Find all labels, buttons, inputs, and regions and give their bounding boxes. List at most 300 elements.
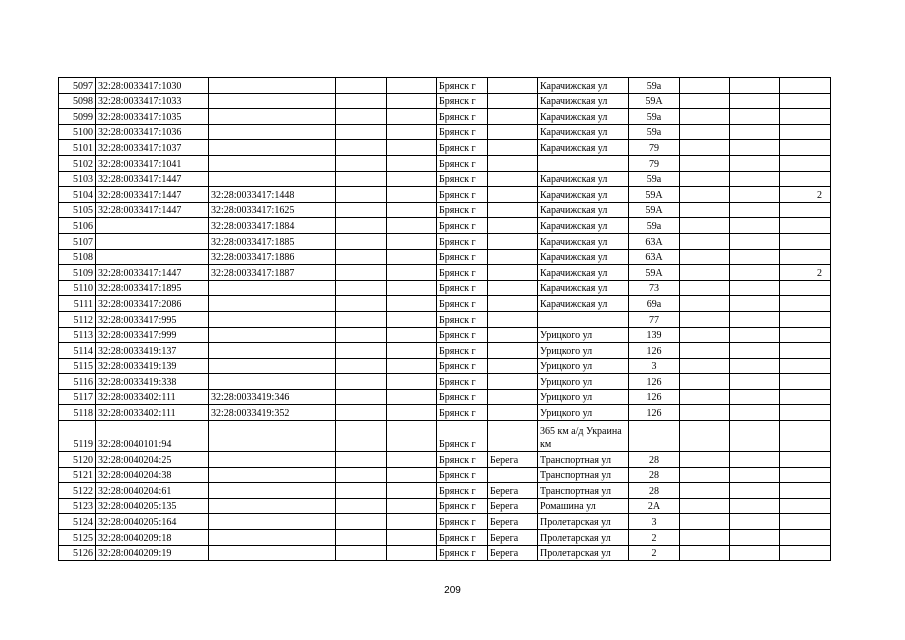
empty-cell (336, 249, 387, 265)
count-cell: 2 (780, 265, 831, 281)
row-number-cell: 5121 (59, 467, 96, 483)
object-cadastral-number-cell: 32:28:0033417:1625 (209, 202, 336, 218)
cadastral-number-cell: 32:28:0040204:61 (96, 483, 209, 499)
city-cell: Брянск г (437, 514, 488, 530)
empty-cell (680, 140, 730, 156)
row-number-cell: 5113 (59, 327, 96, 343)
cadastral-number-cell: 32:28:0033417:1035 (96, 109, 209, 125)
house-cell: 59А (629, 187, 680, 203)
empty-cell (680, 124, 730, 140)
city-cell: Брянск г (437, 140, 488, 156)
empty-cell (387, 296, 437, 312)
empty-cell (336, 202, 387, 218)
object-cadastral-number-cell (209, 483, 336, 499)
empty-cell (680, 498, 730, 514)
table-row (59, 545, 831, 561)
cadastral-number-cell: 32:28:0040209:18 (96, 530, 209, 546)
house-cell: 59а (629, 124, 680, 140)
row-number-cell: 5100 (59, 124, 96, 140)
empty-cell (387, 514, 437, 530)
cadastral-number-cell: 32:28:0040205:164 (96, 514, 209, 530)
house-cell: 73 (629, 280, 680, 296)
object-cadastral-number-cell (209, 545, 336, 561)
empty-cell (336, 483, 387, 499)
count-cell (780, 530, 831, 546)
empty-cell (387, 483, 437, 499)
city-cell: Брянск г (437, 405, 488, 421)
row-number-cell: 5110 (59, 280, 96, 296)
empty-cell (730, 109, 780, 125)
house-cell: 79 (629, 155, 680, 171)
table-row (59, 467, 831, 483)
row-number-cell: 5119 (59, 421, 96, 452)
count-cell (780, 78, 831, 94)
empty-cell (336, 155, 387, 171)
locality-cell: Берега (488, 545, 538, 561)
table-row (59, 202, 831, 218)
empty-cell (387, 109, 437, 125)
locality-cell (488, 218, 538, 234)
empty-cell (336, 530, 387, 546)
empty-cell (336, 124, 387, 140)
table-row (59, 155, 831, 171)
empty-cell (680, 311, 730, 327)
row-number-cell: 5098 (59, 93, 96, 109)
object-cadastral-number-cell (209, 280, 336, 296)
street-cell: Урицкого ул (538, 343, 629, 359)
cadastral-number-cell: 32:28:0033419:139 (96, 358, 209, 374)
empty-cell (680, 405, 730, 421)
house-cell: 126 (629, 374, 680, 390)
city-cell: Брянск г (437, 498, 488, 514)
city-cell: Брянск г (437, 374, 488, 390)
empty-cell (680, 171, 730, 187)
empty-cell (336, 374, 387, 390)
street-cell: Урицкого ул (538, 327, 629, 343)
object-cadastral-number-cell (209, 514, 336, 530)
object-cadastral-number-cell: 32:28:0033417:1448 (209, 187, 336, 203)
empty-cell (730, 452, 780, 468)
object-cadastral-number-cell: 32:28:0033417:1887 (209, 265, 336, 281)
object-cadastral-number-cell: 32:28:0033417:1884 (209, 218, 336, 234)
object-cadastral-number-cell (209, 311, 336, 327)
locality-cell (488, 202, 538, 218)
empty-cell (680, 374, 730, 390)
cadastral-number-cell: 32:28:0033417:999 (96, 327, 209, 343)
cadastral-number-cell: 32:28:0033417:2086 (96, 296, 209, 312)
empty-cell (730, 218, 780, 234)
locality-cell (488, 78, 538, 94)
row-number-cell: 5118 (59, 405, 96, 421)
empty-cell (680, 514, 730, 530)
object-cadastral-number-cell (209, 467, 336, 483)
locality-cell (488, 109, 538, 125)
table-row (59, 452, 831, 468)
empty-cell (680, 265, 730, 281)
cadastral-number-cell: 32:28:0033402:111 (96, 389, 209, 405)
count-cell (780, 93, 831, 109)
object-cadastral-number-cell (209, 327, 336, 343)
empty-cell (387, 93, 437, 109)
count-cell (780, 327, 831, 343)
empty-cell (387, 421, 437, 452)
cadastral-number-cell: 32:28:0040209:19 (96, 545, 209, 561)
street-cell: Карачижская ул (538, 202, 629, 218)
street-cell: Карачижская ул (538, 140, 629, 156)
cadastral-number-cell: 32:28:0033419:338 (96, 374, 209, 390)
count-cell (780, 140, 831, 156)
object-cadastral-number-cell (209, 296, 336, 312)
house-cell: 59А (629, 265, 680, 281)
cadastral-number-cell (96, 249, 209, 265)
locality-cell (488, 405, 538, 421)
cadastral-number-cell: 32:28:0033417:1033 (96, 93, 209, 109)
house-cell: 59а (629, 78, 680, 94)
street-cell: Пролетарская ул (538, 545, 629, 561)
table-row (59, 140, 831, 156)
street-cell: 365 км а/д Украина км (538, 421, 629, 452)
count-cell (780, 218, 831, 234)
object-cadastral-number-cell (209, 374, 336, 390)
house-cell: 69а (629, 296, 680, 312)
table-row (59, 498, 831, 514)
row-number-cell: 5120 (59, 452, 96, 468)
empty-cell (387, 140, 437, 156)
empty-cell (730, 358, 780, 374)
row-number-cell: 5112 (59, 311, 96, 327)
object-cadastral-number-cell (209, 155, 336, 171)
count-cell (780, 233, 831, 249)
table-row (59, 109, 831, 125)
locality-cell (488, 311, 538, 327)
empty-cell (730, 187, 780, 203)
street-cell: Транспортная ул (538, 483, 629, 499)
count-cell (780, 249, 831, 265)
house-cell: 59а (629, 171, 680, 187)
table-row (59, 405, 831, 421)
row-number-cell: 5107 (59, 233, 96, 249)
empty-cell (680, 327, 730, 343)
count-cell (780, 202, 831, 218)
empty-cell (730, 311, 780, 327)
empty-cell (336, 311, 387, 327)
count-cell: 2 (780, 187, 831, 203)
locality-cell (488, 187, 538, 203)
empty-cell (730, 327, 780, 343)
registry-table (58, 77, 831, 561)
empty-cell (336, 343, 387, 359)
empty-cell (730, 265, 780, 281)
table-row (59, 265, 831, 281)
empty-cell (680, 78, 730, 94)
row-number-cell: 5109 (59, 265, 96, 281)
cadastral-number-cell: 32:28:0033417:1030 (96, 78, 209, 94)
empty-cell (730, 296, 780, 312)
cadastral-number-cell: 32:28:0033417:1447 (96, 202, 209, 218)
empty-cell (336, 187, 387, 203)
empty-cell (336, 514, 387, 530)
empty-cell (336, 171, 387, 187)
count-cell (780, 343, 831, 359)
empty-cell (730, 374, 780, 390)
empty-cell (387, 280, 437, 296)
empty-cell (730, 140, 780, 156)
count-cell (780, 296, 831, 312)
city-cell: Брянск г (437, 327, 488, 343)
city-cell: Брянск г (437, 483, 488, 499)
city-cell: Брянск г (437, 452, 488, 468)
empty-cell (387, 405, 437, 421)
row-number-cell: 5103 (59, 171, 96, 187)
cadastral-number-cell: 32:28:0033417:1041 (96, 155, 209, 171)
house-cell: 2А (629, 498, 680, 514)
empty-cell (730, 405, 780, 421)
empty-cell (730, 93, 780, 109)
locality-cell (488, 343, 538, 359)
row-number-cell: 5122 (59, 483, 96, 499)
city-cell: Брянск г (437, 421, 488, 452)
count-cell (780, 452, 831, 468)
empty-cell (680, 218, 730, 234)
city-cell: Брянск г (437, 109, 488, 125)
house-cell: 126 (629, 405, 680, 421)
count-cell (780, 280, 831, 296)
table-row (59, 483, 831, 499)
empty-cell (387, 530, 437, 546)
empty-cell (387, 545, 437, 561)
house-cell: 63А (629, 249, 680, 265)
table-row (59, 296, 831, 312)
empty-cell (387, 389, 437, 405)
cadastral-number-cell: 32:28:0040205:135 (96, 498, 209, 514)
house-cell: 77 (629, 311, 680, 327)
count-cell (780, 155, 831, 171)
count-cell (780, 483, 831, 499)
count-cell (780, 311, 831, 327)
empty-cell (387, 171, 437, 187)
street-cell: Пролетарская ул (538, 530, 629, 546)
empty-cell (680, 233, 730, 249)
empty-cell (680, 483, 730, 499)
empty-cell (336, 233, 387, 249)
city-cell: Брянск г (437, 311, 488, 327)
empty-cell (387, 187, 437, 203)
cadastral-number-cell: 32:28:0033417:1447 (96, 265, 209, 281)
empty-cell (680, 421, 730, 452)
empty-cell (680, 155, 730, 171)
object-cadastral-number-cell (209, 109, 336, 125)
object-cadastral-number-cell: 32:28:0033419:346 (209, 389, 336, 405)
locality-cell (488, 93, 538, 109)
empty-cell (336, 498, 387, 514)
cadastral-number-cell (96, 218, 209, 234)
empty-cell (336, 296, 387, 312)
city-cell: Брянск г (437, 358, 488, 374)
city-cell: Брянск г (437, 233, 488, 249)
object-cadastral-number-cell (209, 78, 336, 94)
street-cell (538, 155, 629, 171)
empty-cell (680, 187, 730, 203)
empty-cell (730, 545, 780, 561)
city-cell: Брянск г (437, 187, 488, 203)
object-cadastral-number-cell (209, 124, 336, 140)
table-row (59, 249, 831, 265)
object-cadastral-number-cell: 32:28:0033417:1885 (209, 233, 336, 249)
empty-cell (730, 233, 780, 249)
empty-cell (387, 249, 437, 265)
table-row (59, 389, 831, 405)
count-cell (780, 467, 831, 483)
table-row (59, 171, 831, 187)
object-cadastral-number-cell: 32:28:0033417:1886 (209, 249, 336, 265)
row-number-cell: 5108 (59, 249, 96, 265)
empty-cell (387, 311, 437, 327)
empty-cell (387, 374, 437, 390)
empty-cell (680, 545, 730, 561)
row-number-cell: 5099 (59, 109, 96, 125)
empty-cell (336, 265, 387, 281)
count-cell (780, 405, 831, 421)
city-cell: Брянск г (437, 530, 488, 546)
city-cell: Брянск г (437, 343, 488, 359)
table-row (59, 358, 831, 374)
table-row (59, 327, 831, 343)
empty-cell (387, 78, 437, 94)
locality-cell: Берега (488, 530, 538, 546)
count-cell (780, 389, 831, 405)
count-cell (780, 374, 831, 390)
empty-cell (387, 265, 437, 281)
table-row (59, 187, 831, 203)
empty-cell (730, 389, 780, 405)
city-cell: Брянск г (437, 296, 488, 312)
locality-cell (488, 467, 538, 483)
empty-cell (336, 109, 387, 125)
locality-cell: Берега (488, 452, 538, 468)
street-cell (538, 311, 629, 327)
cadastral-number-cell: 32:28:0033417:1447 (96, 187, 209, 203)
street-cell: Ромашина ул (538, 498, 629, 514)
street-cell: Урицкого ул (538, 389, 629, 405)
locality-cell (488, 155, 538, 171)
object-cadastral-number-cell (209, 93, 336, 109)
empty-cell (336, 421, 387, 452)
city-cell: Брянск г (437, 171, 488, 187)
empty-cell (680, 530, 730, 546)
empty-cell (730, 78, 780, 94)
count-cell (780, 171, 831, 187)
cadastral-number-cell: 32:28:0040101:94 (96, 421, 209, 452)
street-cell: Карачижская ул (538, 187, 629, 203)
table-row (59, 124, 831, 140)
locality-cell (488, 265, 538, 281)
empty-cell (387, 233, 437, 249)
street-cell: Транспортная ул (538, 467, 629, 483)
table-row (59, 421, 831, 452)
street-cell: Карачижская ул (538, 78, 629, 94)
row-number-cell: 5115 (59, 358, 96, 374)
cadastral-number-cell (96, 233, 209, 249)
cadastral-number-cell: 32:28:0033417:995 (96, 311, 209, 327)
city-cell: Брянск г (437, 124, 488, 140)
row-number-cell: 5104 (59, 187, 96, 203)
street-cell: Урицкого ул (538, 374, 629, 390)
object-cadastral-number-cell: 32:28:0033419:352 (209, 405, 336, 421)
cadastral-number-cell: 32:28:0040204:38 (96, 467, 209, 483)
page-number: 209 (444, 585, 461, 596)
empty-cell (336, 280, 387, 296)
empty-cell (387, 155, 437, 171)
row-number-cell: 5097 (59, 78, 96, 94)
table-row (59, 374, 831, 390)
table-row (59, 280, 831, 296)
empty-cell (387, 218, 437, 234)
empty-cell (730, 421, 780, 452)
empty-cell (387, 124, 437, 140)
empty-cell (730, 530, 780, 546)
empty-cell (680, 109, 730, 125)
locality-cell (488, 171, 538, 187)
street-cell: Пролетарская ул (538, 514, 629, 530)
city-cell: Брянск г (437, 467, 488, 483)
empty-cell (730, 514, 780, 530)
locality-cell (488, 124, 538, 140)
house-cell: 2 (629, 530, 680, 546)
row-number-cell: 5116 (59, 374, 96, 390)
empty-cell (680, 343, 730, 359)
street-cell: Транспортная ул (538, 452, 629, 468)
city-cell: Брянск г (437, 78, 488, 94)
row-number-cell: 5105 (59, 202, 96, 218)
street-cell: Карачижская ул (538, 233, 629, 249)
object-cadastral-number-cell (209, 140, 336, 156)
cadastral-number-cell: 32:28:0033419:137 (96, 343, 209, 359)
empty-cell (387, 202, 437, 218)
locality-cell: Берега (488, 514, 538, 530)
table-row (59, 93, 831, 109)
count-cell (780, 498, 831, 514)
table-row (59, 514, 831, 530)
street-cell: Карачижская ул (538, 109, 629, 125)
locality-cell (488, 249, 538, 265)
empty-cell (730, 124, 780, 140)
empty-cell (336, 389, 387, 405)
city-cell: Брянск г (437, 249, 488, 265)
table-row (59, 233, 831, 249)
city-cell: Брянск г (437, 202, 488, 218)
empty-cell (680, 452, 730, 468)
locality-cell: Берега (488, 498, 538, 514)
empty-cell (336, 452, 387, 468)
house-cell: 126 (629, 343, 680, 359)
street-cell: Карачижская ул (538, 265, 629, 281)
count-cell (780, 109, 831, 125)
row-number-cell: 5101 (59, 140, 96, 156)
empty-cell (336, 545, 387, 561)
house-cell: 28 (629, 467, 680, 483)
empty-cell (336, 358, 387, 374)
locality-cell (488, 296, 538, 312)
cadastral-number-cell: 32:28:0033417:1036 (96, 124, 209, 140)
city-cell: Брянск г (437, 93, 488, 109)
count-cell (780, 514, 831, 530)
empty-cell (730, 202, 780, 218)
row-number-cell: 5124 (59, 514, 96, 530)
empty-cell (387, 452, 437, 468)
house-cell: 59а (629, 218, 680, 234)
street-cell: Урицкого ул (538, 358, 629, 374)
empty-cell (680, 389, 730, 405)
